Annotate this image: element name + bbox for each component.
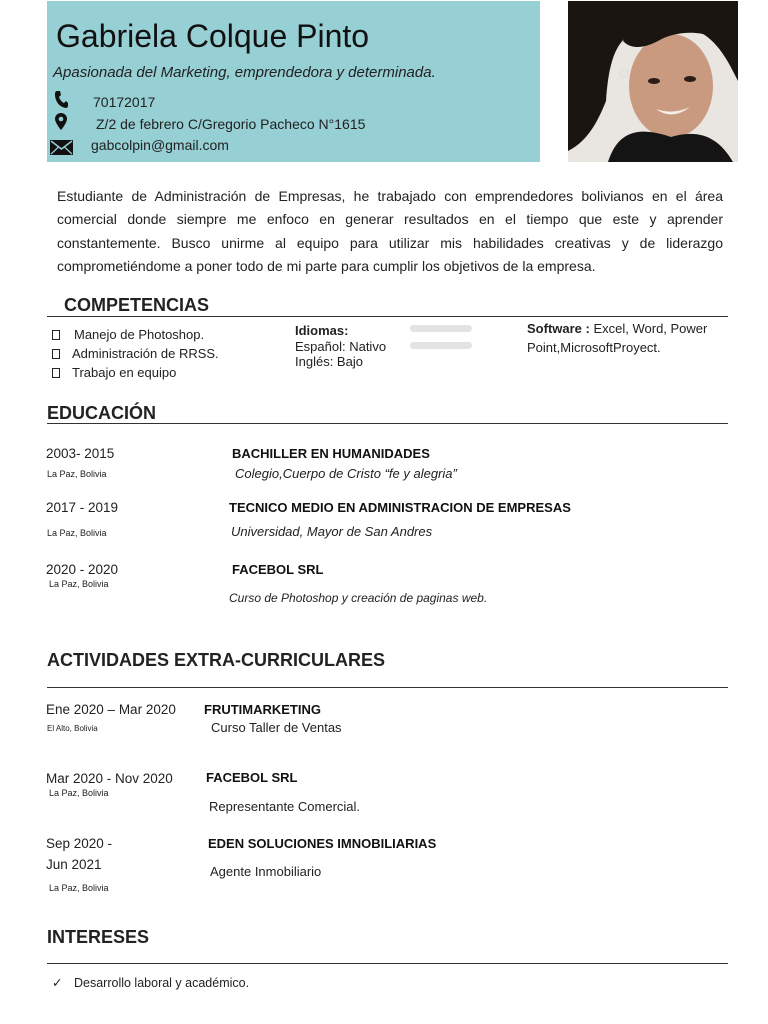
entry-title: BACHILLER EN HUMANIDADES (232, 446, 430, 461)
checkbox-bullet-icon (52, 368, 60, 378)
software-value: Excel, Word, Power Point,MicrosoftProyect. (527, 321, 708, 355)
entry-title: TECNICO MEDIO EN ADMINISTRACION DE EMPRESAS (229, 500, 571, 515)
entry-date: Jun 2021 (46, 857, 102, 872)
entry-date: 2020 - 2020 (46, 562, 119, 577)
divider (47, 423, 728, 424)
checkbox-bullet-icon (52, 349, 60, 359)
entry-place: La Paz, Bolivia (49, 883, 109, 893)
entry-date: 2017 - 2019 (46, 500, 119, 515)
entry-date: Mar 2020 - Nov 2020 (46, 771, 173, 786)
entry-place: La Paz, Bolivia (49, 788, 109, 798)
section-title-educacion: EDUCACIÓN (47, 403, 157, 423)
entry-title: FACEBOL SRL (232, 562, 324, 577)
profile-summary: Estudiante de Administración de Empresas, he trabajado con emprendedores bolivianos en el área comercial donde siempre me enfoco en generar resultados en el tiempo que este y aprender constantemente. Busco unirme al equipo para utilizar mis habilidades creativas y de liderazgo comprometiéndome a poner todo de mi parte para cumplir los objetivos de la empresa. (57, 188, 723, 274)
phone-icon (54, 90, 68, 113)
languages-label: Idiomas: (295, 323, 349, 338)
entry-detail: Curso Taller de Ventas (211, 720, 342, 735)
skill-label: Trabajo en equipo (72, 365, 177, 380)
list-item (52, 346, 219, 361)
candidate-name: Gabriela Colque Pinto (56, 18, 370, 54)
checkbox-bullet-icon (52, 330, 60, 340)
entry-detail: Curso de Photoshop y creación de paginas web. (229, 591, 488, 605)
list-item (52, 365, 176, 380)
entry-title: EDEN SOLUCIONES IMNOBILIARIAS (208, 836, 437, 851)
entry-detail: Representante Comercial. (209, 799, 361, 814)
location-pin-icon (55, 113, 67, 135)
entry-place: El Alto, Bolivia (47, 724, 98, 733)
tagline: Apasionada del Marketing, emprendedora y determinada. (53, 64, 436, 81)
section-title-competencias: COMPETENCIAS (64, 295, 210, 315)
software-skills (527, 320, 727, 357)
list-item (52, 327, 204, 342)
interest-label: Desarrollo laboral y académico. (74, 976, 250, 990)
checkmark-icon: ✓ (52, 976, 63, 990)
entry-detail: Agente Inmobiliario (210, 864, 322, 879)
entry-detail: Universidad, Mayor de San Andres (231, 524, 433, 539)
language-spanish: Español: Nativo (295, 339, 387, 354)
list-item (52, 975, 249, 990)
section-title-actividades: ACTIVIDADES EXTRA-CURRICULARES (47, 650, 386, 670)
envelope-icon (50, 140, 73, 160)
software-label: Software : (527, 321, 590, 336)
language-english: Inglés: Bajo (295, 354, 363, 369)
divider (47, 316, 728, 317)
entry-date: 2003- 2015 (46, 446, 115, 461)
entry-date: Sep 2020 - (46, 836, 113, 851)
entry-date: Ene 2020 – Mar 2020 (46, 702, 176, 717)
skill-label: Administración de RRSS. (72, 346, 219, 361)
phone-number: 70172017 (93, 94, 156, 110)
skill-level-bar (410, 325, 472, 332)
entry-title: FRUTIMARKETING (204, 702, 321, 717)
entry-title: FACEBOL SRL (206, 770, 298, 785)
section-title-intereses: INTERESES (47, 927, 150, 947)
entry-detail: Colegio,Cuerpo de Cristo “fe y alegria” (235, 466, 457, 481)
divider (47, 963, 728, 964)
address: Z/2 de febrero C/Gregorio Pacheco N°1615 (96, 116, 366, 132)
divider (47, 687, 728, 688)
entry-place: La Paz, Bolivia (49, 579, 109, 589)
skill-label: Manejo de Photoshop. (74, 327, 205, 342)
skill-level-bar (410, 342, 472, 349)
profile-photo (568, 1, 738, 162)
email: gabcolpin@gmail.com (91, 137, 229, 153)
entry-place: La Paz, Bolivia (47, 528, 107, 538)
entry-place: La Paz, Bolivia (47, 469, 107, 479)
